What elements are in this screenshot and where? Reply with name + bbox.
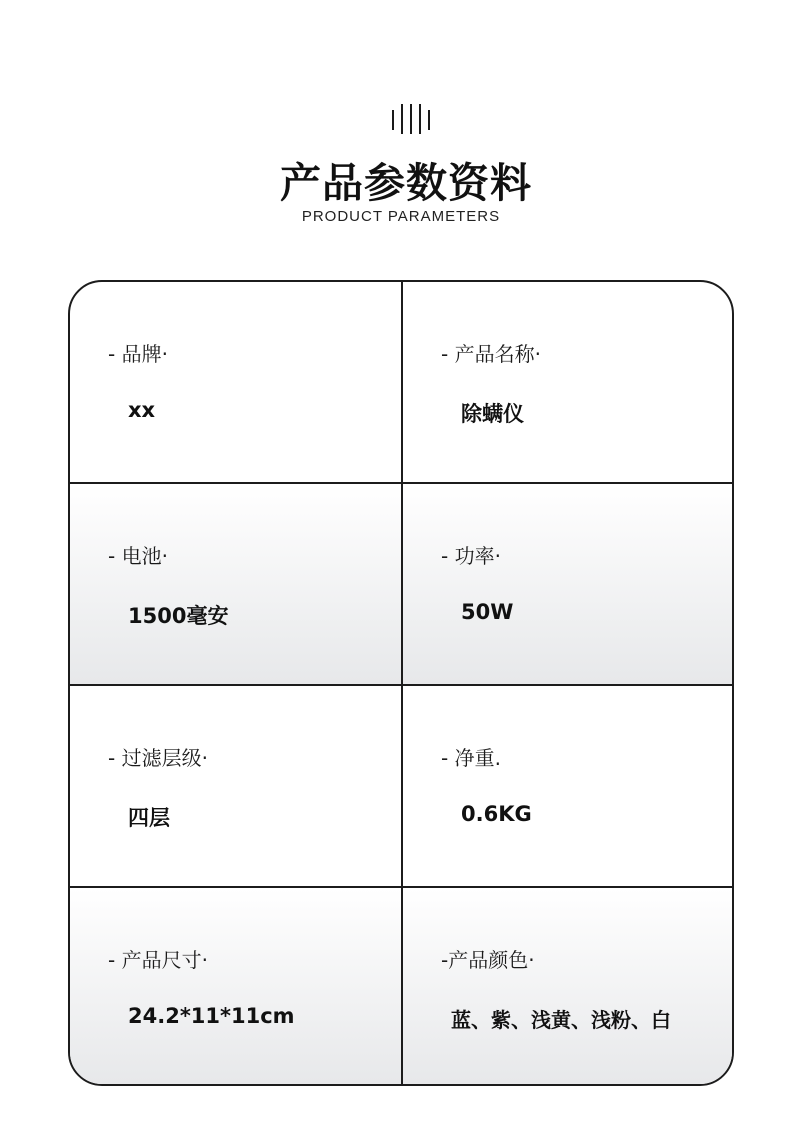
param-label: - 功率· (441, 544, 501, 568)
param-cell-size (70, 888, 401, 1086)
param-label: - 品牌· (108, 342, 168, 366)
param-label: - 净重. (441, 746, 501, 770)
param-value: 蓝、紫、浅黄、浅粉、白 (451, 1008, 671, 1032)
param-cell-product-name (403, 282, 732, 482)
page-subtitle: PRODUCT PARAMETERS (301, 208, 501, 225)
param-label: - 产品尺寸· (108, 948, 208, 972)
param-value: 24.2*11*11cm (128, 1004, 295, 1028)
param-cell-filter-layers (70, 686, 401, 886)
param-label: - 产品名称· (441, 342, 541, 366)
param-value: xx (128, 398, 156, 422)
param-label: - 电池· (108, 544, 168, 568)
param-cell-colors (403, 888, 732, 1086)
param-value: 0.6KG (461, 802, 532, 826)
page-title: 产品参数资料 (280, 159, 532, 207)
param-label: - 过滤层级· (108, 746, 208, 770)
param-cell-brand (70, 282, 401, 482)
param-value: 四层 (128, 806, 170, 830)
vertical-bars-icon (392, 104, 434, 134)
param-cell-power (403, 484, 732, 684)
param-value: 除螨仪 (461, 402, 524, 426)
param-value: 1500毫安 (128, 604, 229, 628)
param-label: -产品颜色· (441, 948, 535, 972)
parameters-table (68, 280, 734, 1086)
column-divider (401, 282, 403, 1084)
param-cell-battery (70, 484, 401, 684)
param-value: 50W (461, 600, 514, 624)
param-cell-net-weight (403, 686, 732, 886)
